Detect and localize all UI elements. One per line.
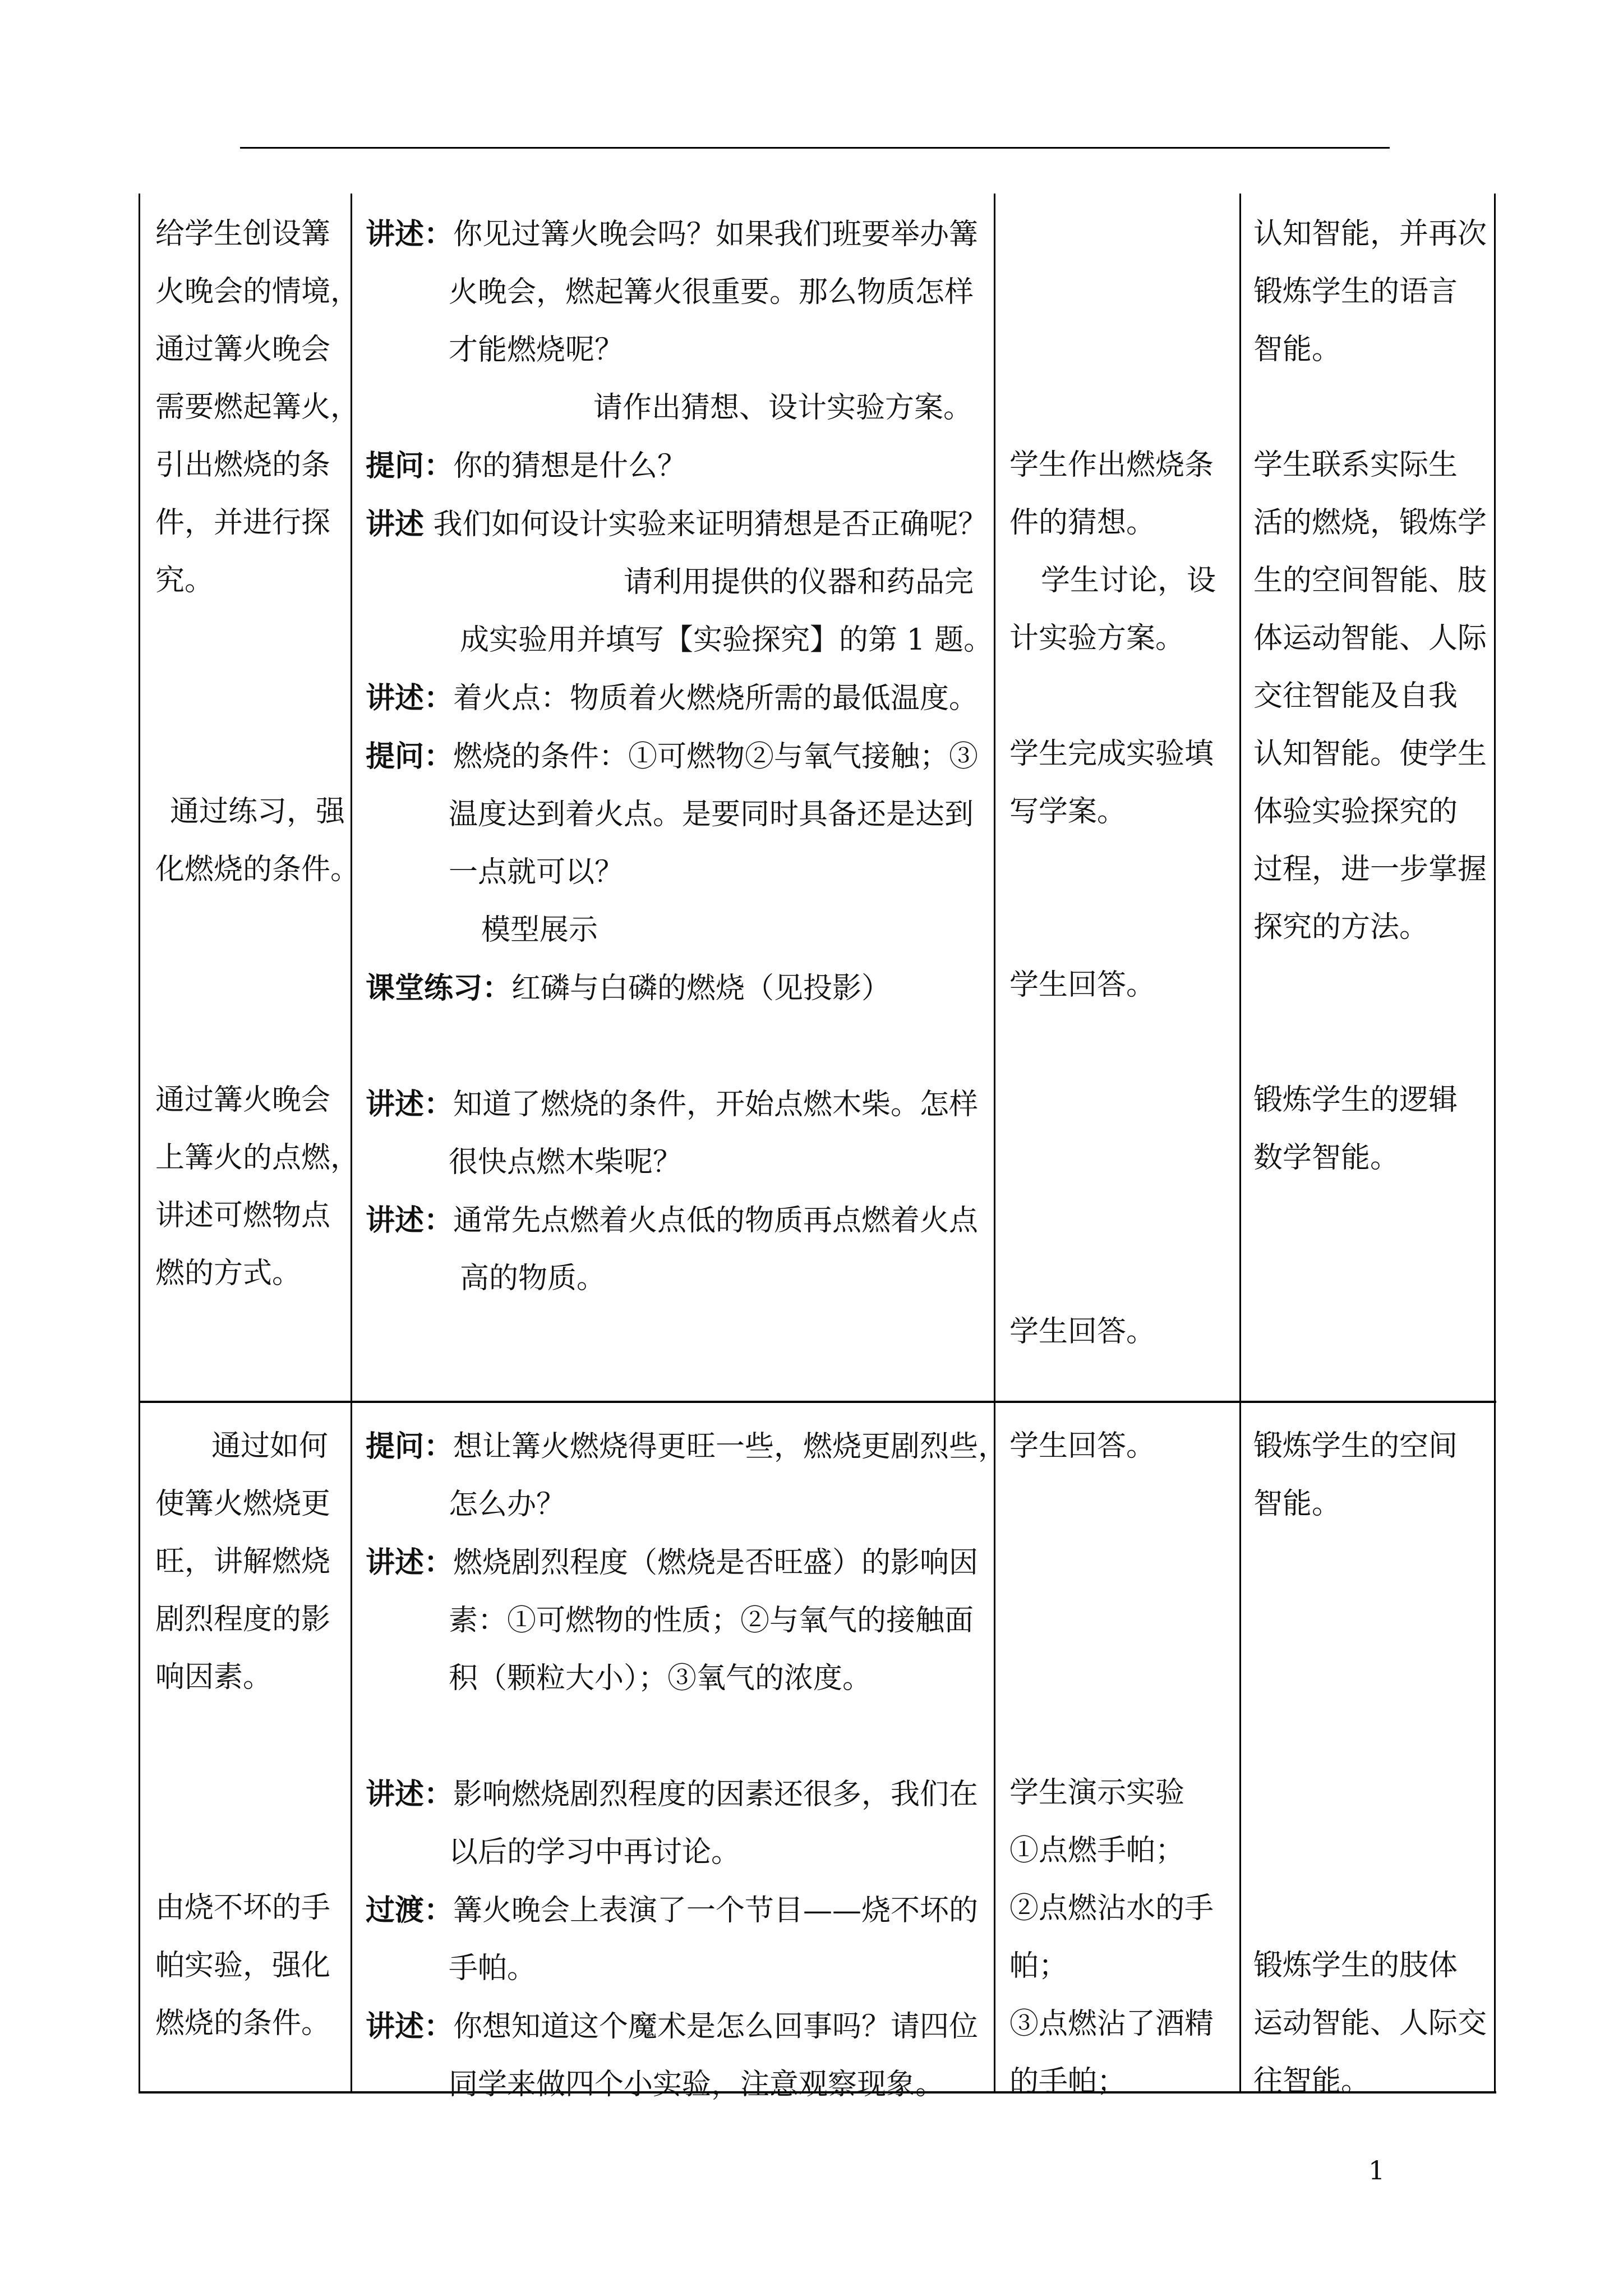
speech-line: 讲述：着火点：物质着火燃烧所需的最低温度。 bbox=[366, 681, 979, 715]
row1-col3-answer-1: 学生回答。 bbox=[1009, 968, 1156, 1002]
row1-col1-block-b: 通过练习，强 化燃烧的条件。 bbox=[155, 795, 360, 886]
speech-line: 讲述：你想知道这个魔术是怎么回事吗？请四位 bbox=[366, 2009, 979, 2044]
table-border-right bbox=[1494, 194, 1496, 2092]
speech-line: 讲述：燃烧剧烈程度（燃烧是否旺盛）的影响因 bbox=[366, 1545, 979, 1580]
row2-col4-block-b: 锻炼学生的肢体 运动智能、人际交 往智能。 bbox=[1253, 1949, 1487, 2098]
page-number: 1 bbox=[1368, 2155, 1385, 2185]
speech-line: 讲述：知道了燃烧的条件，开始点燃木柴。怎样 bbox=[366, 1087, 979, 1121]
question-line: 提问：你的猜想是什么？ bbox=[366, 449, 687, 483]
speech-line: 讲述：通常先点燃着火点低的物质再点燃着火点 bbox=[366, 1203, 979, 1237]
table-row-divider bbox=[139, 1401, 1496, 1403]
exercise-line: 课堂练习：红磷与白磷的燃烧（见投影） bbox=[366, 971, 891, 1005]
row2-col3-answer: 学生回答。 bbox=[1009, 1429, 1156, 1463]
row1-col1-block-a: 给学生创设篝 火晚会的情境， 通过篝火晚会 需要燃起篝火， 引出燃烧的条 件，并进行探 究。 bbox=[155, 217, 360, 597]
row2-col1-block-a: 通过如何 使篝火燃烧更 旺，讲解燃烧 剧烈程度的影 响因素。 bbox=[155, 1429, 331, 1694]
question-line: 提问：想让篝火燃烧得更旺一些，燃烧更剧烈些， bbox=[366, 1429, 1008, 1464]
speech-line: 讲述：你见过篝火晚会吗？如果我们班要举办篝 bbox=[366, 217, 979, 251]
transition-line: 过渡：篝火晚会上表演了一个节目——烧不坏的 bbox=[366, 1893, 979, 1927]
row2-col1-block-b: 由烧不坏的手 帕实验，强化 燃烧的条件。 bbox=[155, 1891, 331, 2040]
row1-col1-block-c: 通过篝火晚会 上篝火的点燃， 讲述可燃物点 燃的方式。 bbox=[155, 1083, 360, 1290]
table-divider-col3 bbox=[1239, 194, 1241, 2092]
speech-line: 讲述：影响燃烧剧烈程度的因素还很多，我们在 bbox=[366, 1777, 979, 1811]
row1-col3-answer-2: 学生回答。 bbox=[1009, 1315, 1156, 1349]
question-line: 提问：燃烧的条件：①可燃物②与氧气接触；③ bbox=[366, 739, 979, 774]
row2-col2-text: 提问：想让篝火燃烧得更旺一些，燃烧更剧烈些， 怎么办？ 讲述：燃烧剧烈程度（燃烧是否旺盛）的影响因 素：①可燃物的性质；②与氧气的接触面 积（颗粒大小）；③氧气的浓度。 讲述：影响燃烧剧烈程度的因素还很多，我们在 以后的学习中再讨论。 过渡：篝火晚会上表演了一个节目——烧不坏的 手帕。 讲述：你想知道这个魔术是怎么回事吗？请四位 同学来做四个小实验，注意观察现象。 bbox=[366, 1418, 1007, 2114]
row1-col4-block-c: 锻炼学生的逻辑 数学智能。 bbox=[1253, 1083, 1458, 1175]
row1-col4-block-a: 认知智能，并再次 锻炼学生的语言 智能。 bbox=[1253, 217, 1487, 366]
row1-col4-block-b: 学生联系实际生 活的燃烧，锻炼学 生的空间智能、肢 体运动智能、人际 交往智能及自我 认知智能。使学生 体验实验探究的 过程，进一步掌握 探究的方法。 bbox=[1253, 448, 1487, 944]
speech-line: 讲述 我们如何设计实验来证明猜想是否正确呢？ bbox=[366, 507, 988, 541]
row1-col2-text: 讲述：你见过篝火晚会吗？如果我们班要举办篝 火晚会，燃起篝火很重要。那么物质怎样 才能燃烧呢？ 请作出猜想、设计实验方案。 提问：你的猜想是什么？ 讲述 我们如何设计实验来证明猜想是否正确呢？ 请利用提供的仪器和药品完 成实验用并填写【实验探究】的第 1 题。 讲述：着火点：物质着火燃烧所需的最低温度。 提问：燃烧的条件：①可燃物②与氧气接触；③ 温度达到着火点。是要同时具备还是达到 一点就可以？ 模型展示 课堂练习：红磷与白磷的燃烧（见投影） 讲述：知道了燃烧的条件，开始点燃木柴。怎样 很快点燃木柴呢？ 讲述：通常先点燃着火点低的物质再点燃着火点 高的物质。 bbox=[366, 205, 993, 1308]
row2-col3-demo: 学生演示实验 ①点燃手帕； ②点燃沾水的手 帕； ③点燃沾了酒精 的手帕； bbox=[1009, 1776, 1214, 2099]
row1-col3-block-a: 学生作出燃烧条 件的猜想。 学生讨论，设 计实验方案。 学生完成实验填 写学案。 bbox=[1009, 448, 1216, 829]
row2-col4-block-a: 锻炼学生的空间 智能。 bbox=[1253, 1429, 1458, 1521]
table-border-left bbox=[139, 194, 140, 2092]
header-rule bbox=[240, 147, 1390, 149]
